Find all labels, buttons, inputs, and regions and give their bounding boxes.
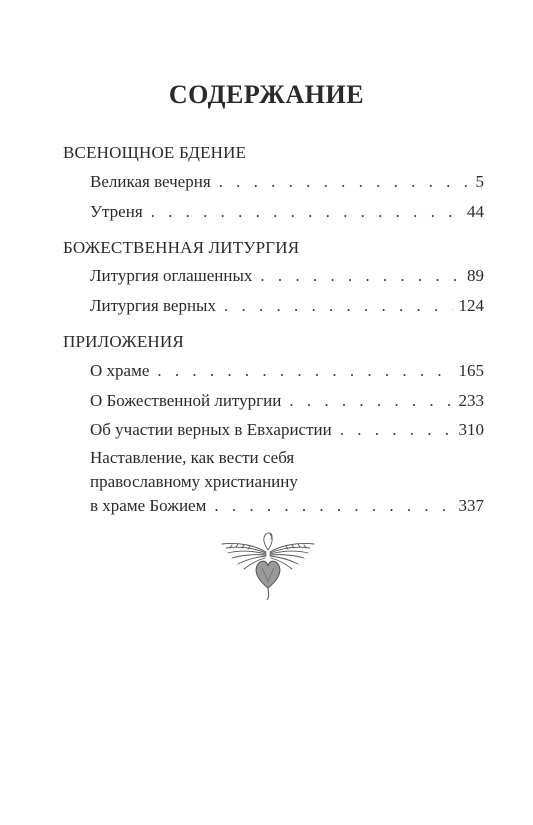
toc-entry-label: О Божественной литургии [90, 391, 282, 410]
toc-entry-ob-uchastii-vernyh[interactable] [90, 420, 484, 444]
toc-entry-label: в храме Божием [90, 496, 207, 515]
toc-entry-page: 337 [458, 496, 484, 515]
toc-entry-page: 44 [467, 202, 484, 221]
section-heading-liturgiya: БОЖЕСТВЕННАЯ ЛИТУРГИЯ [63, 238, 300, 257]
toc-entry-nastavlenie-line1[interactable]: Наставление, как вести себя [90, 448, 295, 467]
dot-leader [340, 420, 453, 440]
toc-entry-page: 89 [467, 266, 484, 285]
toc-entry-label: Великая вечерня [90, 172, 211, 191]
toc-entry-page: 5 [475, 172, 484, 191]
toc-entry-nastavlenie-line2[interactable]: православному христианину [90, 472, 298, 491]
winged-heart-ornament-icon [218, 526, 318, 602]
toc-entry-label: Литургия оглашенных [90, 266, 253, 285]
toc-entry-nastavlenie[interactable] [90, 496, 484, 520]
toc-entry-utrenya[interactable] [90, 202, 484, 226]
toc-entry-page: 310 [458, 420, 484, 439]
toc-entry-o-hrame[interactable] [90, 361, 484, 385]
page-title: СОДЕРЖАНИЕ [168, 80, 365, 109]
toc-entry-label: Литургия верных [90, 296, 216, 315]
toc-entry-o-bozhestvennoy-liturgii[interactable] [90, 391, 484, 415]
toc-entry-page: 233 [458, 391, 484, 410]
toc-entry-page: 165 [458, 361, 484, 380]
dot-leader [151, 202, 461, 222]
dot-leader [224, 296, 453, 316]
section-heading-vsenoshchnoe: ВСЕНОЩНОЕ БДЕНИЕ [63, 143, 247, 162]
toc-entry-label: О храме [90, 361, 150, 380]
dot-leader [219, 172, 470, 192]
toc-entry-liturgiya-vernyh[interactable] [90, 296, 484, 320]
section-heading-prilozheniya: ПРИЛОЖЕНИЯ [63, 332, 184, 351]
toc-entry-label: Утреня [90, 202, 143, 221]
dot-leader [260, 266, 461, 286]
toc-entry-liturgiya-oglashennyh[interactable] [90, 266, 484, 290]
toc-entry-velikaya-vechernya[interactable] [90, 172, 484, 196]
dot-leader [289, 391, 452, 411]
toc-entry-label: Об участии верных в Евхаристии [90, 420, 332, 439]
toc-entry-page: 124 [458, 296, 484, 315]
dot-leader [157, 361, 452, 381]
dot-leader [214, 496, 452, 516]
